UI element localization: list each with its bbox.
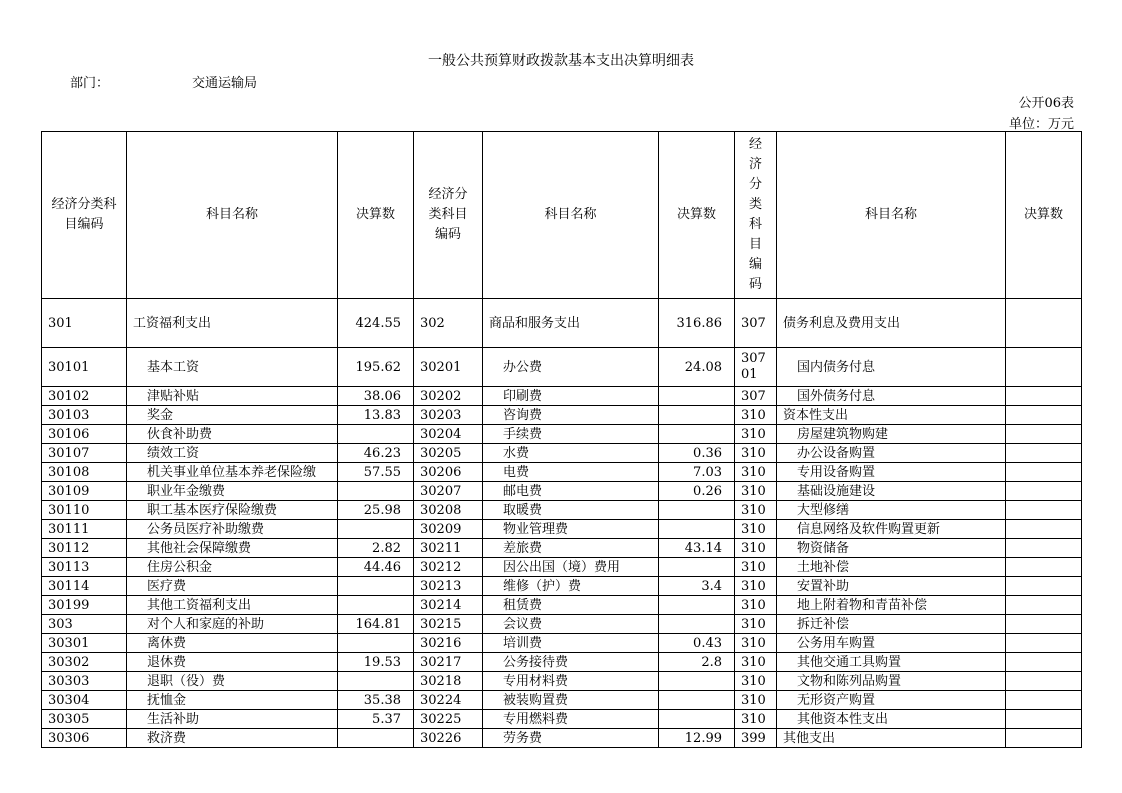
code-1-cell: 30112	[42, 539, 127, 558]
name-2-cell: 劳务费	[483, 729, 659, 748]
name-3-cell: 资本性支出	[777, 406, 1006, 425]
amount-2-cell: 24.08	[659, 348, 735, 387]
code-1-cell: 30103	[42, 406, 127, 425]
name-2-cell: 公务接待费	[483, 653, 659, 672]
table-row	[42, 348, 1082, 387]
code-1-cell: 30303	[42, 672, 127, 691]
amount-3-cell	[1006, 577, 1082, 596]
code-3-cell: 310	[735, 463, 777, 482]
amount-2-cell: 0.26	[659, 482, 735, 501]
code-3-cell: 310	[735, 691, 777, 710]
header-name-2: 科目名称	[483, 132, 659, 299]
table-row	[42, 577, 1082, 596]
amount-2-cell	[659, 596, 735, 615]
code-2-cell: 30209	[414, 520, 483, 539]
code-2-cell: 30217	[414, 653, 483, 672]
table-row	[42, 710, 1082, 729]
name-3-cell: 大型修缮	[777, 501, 1006, 520]
name-2-cell: 会议费	[483, 615, 659, 634]
name-1-cell: 绩效工资	[127, 444, 338, 463]
name-3-cell: 拆迁补偿	[777, 615, 1006, 634]
code-2-cell: 30215	[414, 615, 483, 634]
code-1-cell: 30305	[42, 710, 127, 729]
table-row	[42, 691, 1082, 710]
amount-3-cell	[1006, 710, 1082, 729]
code-2-cell: 30207	[414, 482, 483, 501]
header-amount-3: 决算数	[1006, 132, 1082, 299]
amount-3-cell	[1006, 596, 1082, 615]
code-1-cell: 30110	[42, 501, 127, 520]
amount-2-cell: 43.14	[659, 539, 735, 558]
code-1-cell: 30101	[42, 348, 127, 387]
header-code-3: 经济分类科目编码	[735, 132, 777, 299]
code-3-cell: 310	[735, 558, 777, 577]
name-2-cell: 办公费	[483, 348, 659, 387]
code-3-cell: 310	[735, 520, 777, 539]
amount-3-cell	[1006, 387, 1082, 406]
amount-2-cell	[659, 501, 735, 520]
code-1-cell: 30301	[42, 634, 127, 653]
code-1-cell: 30306	[42, 729, 127, 748]
table-row	[42, 387, 1082, 406]
code-3-cell: 310	[735, 444, 777, 463]
name-1-cell: 工资福利支出	[127, 299, 338, 348]
amount-2-cell	[659, 387, 735, 406]
amount-1-cell: 35.38	[338, 691, 414, 710]
name-1-cell: 公务员医疗补助缴费	[127, 520, 338, 539]
name-3-cell: 文物和陈列品购置	[777, 672, 1006, 691]
amount-1-cell: 25.98	[338, 501, 414, 520]
code-3-cell: 310	[735, 596, 777, 615]
name-2-cell: 培训费	[483, 634, 659, 653]
code-3-cell: 310	[735, 539, 777, 558]
code-3-cell: 310	[735, 615, 777, 634]
name-1-cell: 对个人和家庭的补助	[127, 615, 338, 634]
code-2-cell: 30225	[414, 710, 483, 729]
amount-1-cell: 57.55	[338, 463, 414, 482]
name-1-cell: 住房公积金	[127, 558, 338, 577]
amount-2-cell: 316.86	[659, 299, 735, 348]
code-2-cell: 30202	[414, 387, 483, 406]
table-row	[42, 463, 1082, 482]
code-2-cell: 30218	[414, 672, 483, 691]
code-1-cell: 30106	[42, 425, 127, 444]
amount-1-cell: 195.62	[338, 348, 414, 387]
name-1-cell: 其他工资福利支出	[127, 596, 338, 615]
code-2-cell: 30211	[414, 539, 483, 558]
table-row	[42, 444, 1082, 463]
code-2-cell: 30203	[414, 406, 483, 425]
page-title: 一般公共预算财政拨款基本支出决算明细表	[428, 53, 694, 69]
amount-1-cell	[338, 482, 414, 501]
code-1-cell: 30114	[42, 577, 127, 596]
name-1-cell: 其他社会保障缴费	[127, 539, 338, 558]
header-name-3: 科目名称	[777, 132, 1006, 299]
code-2-cell: 30206	[414, 463, 483, 482]
amount-3-cell	[1006, 729, 1082, 748]
name-2-cell: 取暖费	[483, 501, 659, 520]
amount-3-cell	[1006, 482, 1082, 501]
amount-3-cell	[1006, 348, 1082, 387]
name-3-cell: 安置补助	[777, 577, 1006, 596]
name-2-cell: 物业管理费	[483, 520, 659, 539]
name-3-cell: 国外债务付息	[777, 387, 1006, 406]
amount-3-cell	[1006, 634, 1082, 653]
table-row	[42, 634, 1082, 653]
name-2-cell: 咨询费	[483, 406, 659, 425]
table-row	[42, 299, 1082, 348]
name-1-cell: 抚恤金	[127, 691, 338, 710]
table-row	[42, 501, 1082, 520]
amount-1-cell: 424.55	[338, 299, 414, 348]
name-3-cell: 国内债务付息	[777, 348, 1006, 387]
code-3-cell: 310	[735, 425, 777, 444]
amount-2-cell	[659, 520, 735, 539]
code-2-cell: 30213	[414, 577, 483, 596]
name-2-cell: 因公出国（境）费用	[483, 558, 659, 577]
amount-1-cell: 19.53	[338, 653, 414, 672]
code-1-cell: 30102	[42, 387, 127, 406]
name-2-cell: 电费	[483, 463, 659, 482]
table-row	[42, 520, 1082, 539]
code-1-cell: 30109	[42, 482, 127, 501]
name-2-cell: 维修（护）费	[483, 577, 659, 596]
name-2-cell: 手续费	[483, 425, 659, 444]
table-row	[42, 729, 1082, 748]
name-3-cell: 公务用车购置	[777, 634, 1006, 653]
code-3-cell: 310	[735, 710, 777, 729]
code-3-cell: 30701	[735, 348, 777, 387]
amount-1-cell	[338, 577, 414, 596]
code-1-cell: 30302	[42, 653, 127, 672]
amount-3-cell	[1006, 691, 1082, 710]
name-3-cell: 其他交通工具购置	[777, 653, 1006, 672]
code-2-cell: 30208	[414, 501, 483, 520]
name-2-cell: 租赁费	[483, 596, 659, 615]
amount-1-cell: 38.06	[338, 387, 414, 406]
amount-2-cell	[659, 691, 735, 710]
code-1-cell: 303	[42, 615, 127, 634]
amount-1-cell	[338, 520, 414, 539]
amount-2-cell	[659, 672, 735, 691]
name-2-cell: 商品和服务支出	[483, 299, 659, 348]
table-row	[42, 539, 1082, 558]
unit-label: 单位：万元	[1008, 117, 1074, 132]
amount-2-cell	[659, 615, 735, 634]
code-3-cell: 310	[735, 634, 777, 653]
amount-2-cell	[659, 710, 735, 729]
amount-3-cell	[1006, 406, 1082, 425]
amount-2-cell: 0.36	[659, 444, 735, 463]
name-3-cell: 信息网络及软件购置更新	[777, 520, 1006, 539]
amount-2-cell	[659, 406, 735, 425]
amount-1-cell	[338, 634, 414, 653]
name-3-cell: 房屋建筑物购建	[777, 425, 1006, 444]
code-2-cell: 30201	[414, 348, 483, 387]
header-amount-1: 决算数	[338, 132, 414, 299]
header-name-1: 科目名称	[127, 132, 338, 299]
header-code-2: 经济分类科目编码	[414, 132, 483, 299]
code-3-cell: 310	[735, 577, 777, 596]
code-2-cell: 30204	[414, 425, 483, 444]
name-3-cell: 其他支出	[777, 729, 1006, 748]
table-row	[42, 482, 1082, 501]
amount-1-cell	[338, 425, 414, 444]
code-2-cell: 30205	[414, 444, 483, 463]
amount-3-cell	[1006, 672, 1082, 691]
name-2-cell: 被装购置费	[483, 691, 659, 710]
name-1-cell: 医疗费	[127, 577, 338, 596]
header-row	[42, 132, 1082, 299]
amount-3-cell	[1006, 501, 1082, 520]
table-row	[42, 425, 1082, 444]
amount-3-cell	[1006, 299, 1082, 348]
code-2-cell: 30224	[414, 691, 483, 710]
name-2-cell: 差旅费	[483, 539, 659, 558]
amount-3-cell	[1006, 653, 1082, 672]
name-3-cell: 专用设备购置	[777, 463, 1006, 482]
amount-2-cell: 0.43	[659, 634, 735, 653]
name-2-cell: 印刷费	[483, 387, 659, 406]
table-row	[42, 653, 1082, 672]
code-2-cell: 302	[414, 299, 483, 348]
name-1-cell: 离休费	[127, 634, 338, 653]
name-2-cell: 专用燃料费	[483, 710, 659, 729]
code-1-cell: 30113	[42, 558, 127, 577]
code-1-cell: 301	[42, 299, 127, 348]
name-1-cell: 职业年金缴费	[127, 482, 338, 501]
header-amount-2: 决算数	[659, 132, 735, 299]
name-1-cell: 机关事业单位基本养老保险缴	[127, 463, 338, 482]
amount-3-cell	[1006, 539, 1082, 558]
name-1-cell: 救济费	[127, 729, 338, 748]
amount-2-cell: 12.99	[659, 729, 735, 748]
code-2-cell: 30216	[414, 634, 483, 653]
amount-1-cell	[338, 672, 414, 691]
name-3-cell: 债务利息及费用支出	[777, 299, 1006, 348]
table-row	[42, 615, 1082, 634]
code-2-cell: 30212	[414, 558, 483, 577]
amount-1-cell: 2.82	[338, 539, 414, 558]
amount-2-cell	[659, 558, 735, 577]
name-3-cell: 其他资本性支出	[777, 710, 1006, 729]
name-2-cell: 邮电费	[483, 482, 659, 501]
name-1-cell: 伙食补助费	[127, 425, 338, 444]
code-3-cell: 310	[735, 482, 777, 501]
amount-3-cell	[1006, 425, 1082, 444]
code-3-cell: 310	[735, 406, 777, 425]
expenditure-table	[41, 131, 1082, 748]
code-1-cell: 30107	[42, 444, 127, 463]
name-3-cell: 无形资产购置	[777, 691, 1006, 710]
amount-3-cell	[1006, 444, 1082, 463]
amount-3-cell	[1006, 615, 1082, 634]
amount-2-cell: 2.8	[659, 653, 735, 672]
amount-1-cell	[338, 596, 414, 615]
name-3-cell: 土地补偿	[777, 558, 1006, 577]
code-3-cell: 399	[735, 729, 777, 748]
amount-3-cell	[1006, 558, 1082, 577]
amount-3-cell	[1006, 463, 1082, 482]
name-1-cell: 生活补助	[127, 710, 338, 729]
header-code-1: 经济分类科目编码	[42, 132, 127, 299]
code-3-cell: 307	[735, 387, 777, 406]
name-3-cell: 办公设备购置	[777, 444, 1006, 463]
table-row	[42, 558, 1082, 577]
name-1-cell: 津贴补贴	[127, 387, 338, 406]
name-3-cell: 基础设施建设	[777, 482, 1006, 501]
name-2-cell: 专用材料费	[483, 672, 659, 691]
code-2-cell: 30226	[414, 729, 483, 748]
department-label: 部门：	[70, 76, 110, 91]
code-3-cell: 307	[735, 299, 777, 348]
code-3-cell: 310	[735, 501, 777, 520]
code-1-cell: 30304	[42, 691, 127, 710]
code-1-cell: 30111	[42, 520, 127, 539]
name-3-cell: 地上附着物和青苗补偿	[777, 596, 1006, 615]
code-1-cell: 30199	[42, 596, 127, 615]
amount-2-cell	[659, 425, 735, 444]
table-row	[42, 406, 1082, 425]
amount-1-cell: 5.37	[338, 710, 414, 729]
name-1-cell: 基本工资	[127, 348, 338, 387]
name-2-cell: 水费	[483, 444, 659, 463]
amount-2-cell: 7.03	[659, 463, 735, 482]
amount-1-cell: 164.81	[338, 615, 414, 634]
code-3-cell: 310	[735, 653, 777, 672]
name-3-cell: 物资储备	[777, 539, 1006, 558]
name-1-cell: 奖金	[127, 406, 338, 425]
table-row	[42, 672, 1082, 691]
name-1-cell: 退职（役）费	[127, 672, 338, 691]
table-number: 公开06表	[1018, 96, 1074, 111]
name-1-cell: 退休费	[127, 653, 338, 672]
amount-1-cell	[338, 729, 414, 748]
amount-1-cell: 44.46	[338, 558, 414, 577]
code-2-cell: 30214	[414, 596, 483, 615]
code-3-cell: 310	[735, 672, 777, 691]
table-row	[42, 596, 1082, 615]
amount-2-cell: 3.4	[659, 577, 735, 596]
department-value: 交通运输局	[192, 76, 258, 91]
amount-1-cell: 46.23	[338, 444, 414, 463]
amount-3-cell	[1006, 520, 1082, 539]
name-1-cell: 职工基本医疗保险缴费	[127, 501, 338, 520]
code-1-cell: 30108	[42, 463, 127, 482]
amount-1-cell: 13.83	[338, 406, 414, 425]
